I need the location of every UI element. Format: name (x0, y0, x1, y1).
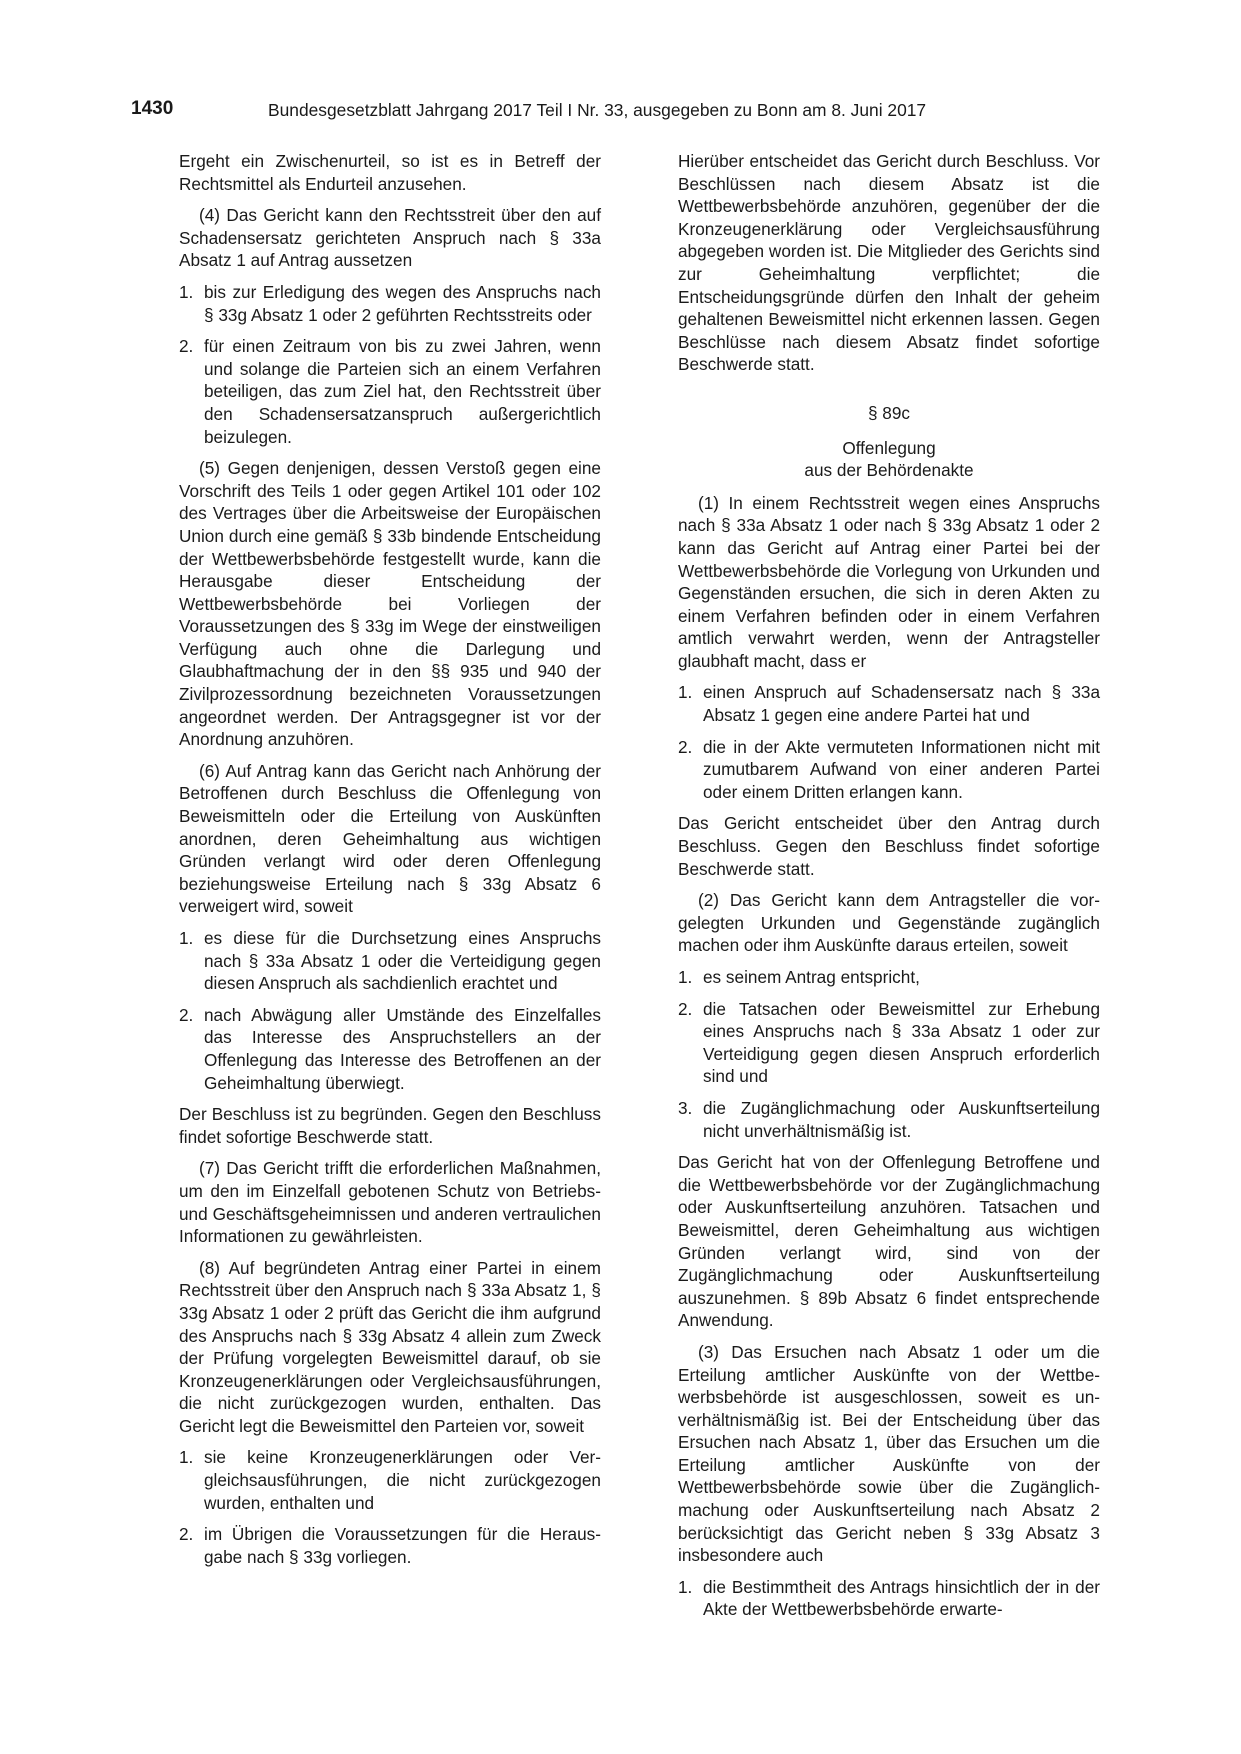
list-item: 1. die Bestimmtheit des Antrags hinsichtlich der in der Akte der Wettbewerbsbehörde erwarte- (678, 1576, 1100, 1620)
page-number: 1430 (131, 98, 174, 119)
list-item: 2. die in der Akte vermuteten Informationen nicht mit zumutbarem Aufwand von einer anderen Partei oder einem Dritten erlangen kann. (678, 736, 1100, 802)
paragraph-6: (6) Auf Antrag kann das Gericht nach Anhörung der Betroffenen durch Beschluss die Offenlegung von Beweismitteln oder die Erteilung von Auskünften anordnen, deren Geheimhaltung aus wichtigen Gründen verlangt wird oder deren Offenlegung beziehungsweise Erteilung nach § 33g Absatz 6 verweigert wird, soweit (179, 760, 601, 917)
paragraph: Der Beschluss ist zu begründen. Gegen den Beschluss findet sofortige Beschwerde statt. (179, 1104, 601, 1147)
list-item: 2. im Übrigen die Voraussetzungen für die Herausgabe nach § 33g vorliegen. (179, 1524, 601, 1567)
list-item: 1. bis zur Erledigung des wegen des Anspruchs nach § 33g Absatz 1 oder 2 geführten Rechtsstreits oder (179, 281, 601, 325)
paragraph-5: (5) Gegen denjenigen, dessen Verstoß gegen eine Vorschrift des Teils 1 oder gegen Artikel 101 oder 102 des Vertrages über die Arbeitsweise der Europäischen Union durch eine gemäß § 33b bindende Entscheidung der Wettbewerbsbehörde festgestellt wurde, kann die Herausgabe dieser Entscheidung der Wettbewerbsbehörde bei Vorliegen der Voraussetzungen des § 33g im Wege der einstweiligen Verfügung auch ohne die Darlegung und Glaubhaftmachung der in den §§ 935 und 940 der Zivilprozessordnung bezeichneten Voraussetzungen angeordnet werden. Der Antragsgegner ist vor der Anordnung anzuhören. (179, 458, 601, 750)
section-title (678, 437, 1100, 482)
running-header: Bundesgesetzblatt Jahrgang 2017 Teil I Nr. 33, ausgegeben zu Bonn am 8. Juni 2017 (268, 100, 927, 120)
list-item: 2. die Tatsachen oder Beweismittel zur Erhebung eines Anspruchs nach § 33a Absatz 1 oder zur Verteidigung gegen diesen Anspruch erforderlich sind und (678, 998, 1100, 1087)
paragraph-1: (1) In einem Rechtsstreit wegen eines Anspruchs nach § 33a Absatz 1 oder nach § 33g Absatz 1 oder 2 kann das Gericht auf Antrag einer Partei bei der Wettbewerbsbehörde die Vorlegung von Urkunden und Gegenständen ersuchen, die sich in deren Akten zu einem Verfahren befinden oder in einem Verfahren amtlich verwahrt werden, wenn der Antragsteller glaubhaft macht, dass er (678, 492, 1100, 671)
section-title-line: aus der Behördenakte (804, 460, 974, 481)
list-paragraph-4 (179, 281, 601, 448)
paragraph-7: (7) Das Gericht trifft die erforderlichen Maßnahmen, um den im Einzelfall gebotenen Schutz von Betriebs- und Geschäftsgeheimnissen und anderen vertraulichen Informationen zu gewährleisten. (179, 1158, 601, 1247)
paragraph: Ergeht ein Zwischenurteil, so ist es in Betreff der Rechtsmittel als Endurteil anzusehen. (179, 151, 601, 194)
section-title-line: Offenlegung (842, 437, 936, 458)
paragraph-4: (4) Das Gericht kann den Rechtsstreit über den auf Schadensersatz gerichteten Anspruch nach § 33a Absatz 1 auf Antrag aussetzen (179, 205, 601, 271)
paragraph-3: (3) Das Ersuchen nach Absatz 1 oder um die Erteilung amtlicher Auskünfte von der Wettbewerbsbehörde ist ausgeschlossen, soweit es unverhältnismäßig ist. Bei der Entscheidung über das Ersuchen nach Absatz 1, über das Ersuchen um die Erteilung amtlicher Auskünfte von der Wettbewerbsbehörde sowie über die Zugänglichmachung oder Auskunftserteilung nach Absatz 2 berücksichtigt das Gericht neben § 33g Absatz 3 insbesondere auch (678, 1341, 1100, 1566)
list-paragraph-3 (678, 1576, 1100, 1621)
list-paragraph-6 (179, 927, 601, 1094)
paragraph: Das Gericht entscheidet über den Antrag durch Beschluss. Gegen den Beschluss findet sofortige Beschwerde statt. (678, 813, 1100, 879)
list-item: 1. es seinem Antrag entspricht, (678, 967, 920, 987)
list-item: 2. nach Abwägung aller Umstände des Einzelfalles das Interesse des Anspruchstellers an der Offenlegung das Interesse des Betroffenen an der Geheimhaltung überwiegt. (179, 1004, 601, 1093)
list-paragraph-2 (678, 966, 1100, 1142)
list-item: 1. einen Anspruch auf Schadensersatz nach § 33a Absatz 1 gegen eine andere Partei hat und (678, 682, 1100, 726)
list-paragraph-1 (678, 681, 1100, 803)
list-item: 1. sie keine Kronzeugenerklärungen oder Vergleichsausführungen, die nicht zurückgezogen wurden, enthalten und (179, 1447, 601, 1513)
list-item: 3. die Zugänglichmachung oder Auskunftserteilung nicht unverhältnismäßig ist. (678, 1097, 1100, 1141)
paragraph: Hierüber entscheidet das Gericht durch Beschluss. Vor Beschlüssen nach diesem Absatz ist die Wettbewerbsbehörde anzuhören, gegenüber der die Kronzeugenerklärung oder Vergleichsausführung abgegeben worden ist. Die Mitglieder des Gerichts sind zur Geheimhaltung verpflichtet; die Entscheidungsgründe dürfen den Inhalt der geheim gehaltenen Beweismittel nicht erkennen lassen. Gegen Beschlüsse nach diesem Absatz findet sofortige Beschwerde statt. (678, 151, 1100, 375)
paragraph: Das Gericht hat von der Offenlegung Betroffene und die Wettbewerbsbehörde vor der Zugänglichmachung oder Auskunftserteilung anzuhören. Tatsachen und Beweismittel, deren Geheimhaltung aus wichtigen Gründen verlangt wird, sind von der Zugänglichmachung oder Auskunftserteilung auszunehmen. § 89b Absatz 6 findet entsprechende Anwendung. (678, 1152, 1100, 1331)
paragraph-2: (2) Das Gericht kann dem Antragsteller die vorgelegten Urkunden und Gegenstände zugänglich machen oder ihm Auskünfte daraus erteilen, soweit (678, 890, 1100, 956)
list-item: 1. es diese für die Durchsetzung eines Anspruchs nach § 33a Absatz 1 oder die Verteidigung gegen diesen Anspruch als sachdienlich erachtet und (179, 928, 601, 994)
left-column (179, 150, 601, 1577)
paragraph-8: (8) Auf begründeten Antrag einer Partei in einem Rechtsstreit über den Anspruch nach § 33a Absatz 1, § 33g Absatz 1 oder 2 prüft das Gericht die ihm aufgrund des Anspruchs nach § 33g Absatz 4 allein zum Zweck der Prüfung vorgelegten Beweismittel darauf, ob sie Kronzeugenerklärungen oder Vergleichsausführungen, die nicht zurückgezogen wurden, enthalten. Das Gericht legt die Beweismittel den Parteien vor, soweit (179, 1257, 601, 1436)
section-number: § 89c (867, 402, 911, 423)
right-column (678, 150, 1100, 1630)
list-item: 2. für einen Zeitraum von bis zu zwei Jahren, wenn und solange die Parteien sich an einem Verfahren beteiligen, das zum Ziel hat, den Rechtsstreit über den Schadensersatzanspruch außergerichtlich beizulegen. (179, 336, 601, 447)
list-paragraph-8 (179, 1446, 601, 1568)
